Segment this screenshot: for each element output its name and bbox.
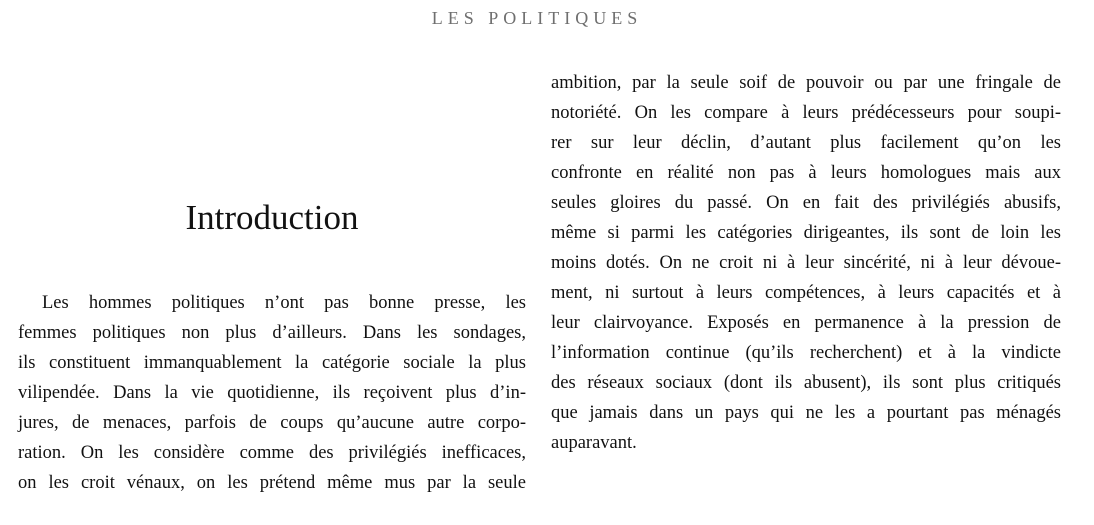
- right-column: [551, 68, 1061, 458]
- text-line: vilipendée. Dans la vie quotidienne, ils reçoivent plus d’in-: [18, 383, 526, 403]
- text-line: des réseaux sociaux (dont ils abusent), ils sont plus critiqués: [551, 373, 1061, 393]
- text-line: Les hommes politiques n’ont pas bonne presse, les: [42, 293, 526, 313]
- text-line: rer sur leur déclin, d’autant plus facilement qu’on les: [551, 133, 1061, 153]
- text-line: leur clairvoyance. Exposés en permanence à la pression de: [551, 313, 1061, 333]
- text-line: l’information continue (qu’ils recherchent) et à la vindicte: [551, 343, 1061, 363]
- text-line: même si parmi les catégories dirigeantes, ils sont de loin les: [551, 223, 1061, 243]
- text-line: moins dotés. On ne croit ni à leur sincérité, ni à leur dévoue-: [551, 253, 1061, 273]
- text-line: notoriété. On les compare à leurs prédécesseurs pour soupi-: [551, 103, 1061, 123]
- text-line: que jamais dans un pays qui ne les a pourtant pas ménagés: [551, 403, 1061, 423]
- chapter-title: Introduction: [185, 198, 359, 237]
- text-line: confronte en réalité non pas à leurs homologues mais aux: [551, 163, 1061, 183]
- text-line: auparavant.: [551, 433, 637, 453]
- text-line: ambition, par la seule soif de pouvoir ou par une fringale de: [551, 73, 1061, 93]
- text-line: ment, ni surtout à leurs compétences, à leurs capacités et à: [551, 283, 1061, 303]
- text-line: on les croit vénaux, on les prétend même mus par la seule: [18, 473, 526, 493]
- text-line: ration. On les considère comme des privilégiés inefficaces,: [18, 443, 526, 463]
- text-line: ils constituent immanquablement la catégorie sociale la plus: [18, 353, 526, 373]
- text-line: seules gloires du passé. On en fait des privilégiés abusifs,: [551, 193, 1061, 213]
- text-line: jures, de menaces, parfois de coups qu’aucune autre corpo-: [18, 413, 526, 433]
- left-column: [18, 288, 526, 498]
- text-line: femmes politiques non plus d’ailleurs. Dans les sondages,: [18, 323, 526, 343]
- running-head: LES POLITIQUES: [431, 8, 643, 28]
